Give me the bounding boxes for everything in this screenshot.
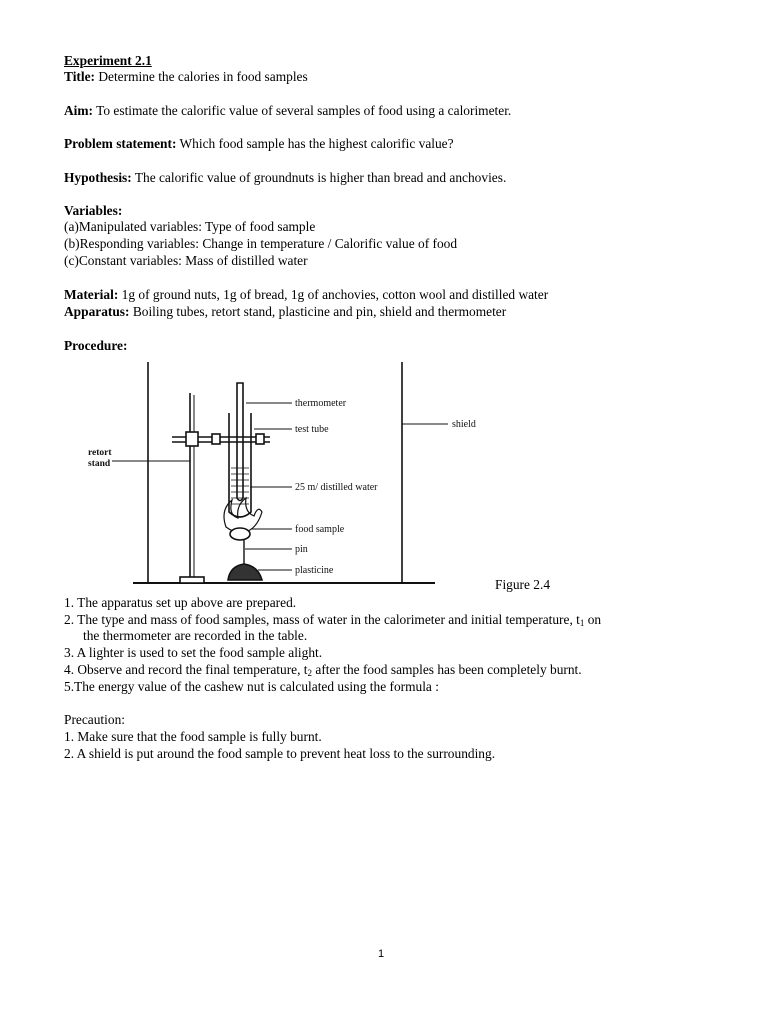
- step-1: 1. The apparatus set up above are prepared.: [64, 595, 297, 610]
- experiment-heading: Experiment 2.1: [64, 53, 152, 68]
- precaution-1: 1. Make sure that the food sample is fully burnt.: [64, 729, 322, 744]
- label-shield: shield: [452, 419, 476, 430]
- hypothesis-text: The calorific value of groundnuts is higher than bread and anchovies.: [131, 170, 507, 185]
- hypothesis-label: Hypothesis:: [64, 170, 132, 185]
- title-label: Title:: [64, 69, 95, 84]
- test-tube: [229, 413, 251, 517]
- apparatus-text: Boiling tubes, retort stand, plasticine and pin, shield and thermometer: [129, 304, 507, 319]
- label-test-tube: test tube: [295, 424, 329, 435]
- label-pin: pin: [295, 544, 308, 555]
- step-2-continued: the thermometer are recorded in the table.: [83, 628, 308, 643]
- step-3: 3. A lighter is used to set the food sample alight.: [64, 645, 323, 660]
- food-sample: [230, 528, 250, 540]
- label-retort: retort: [88, 448, 112, 458]
- step-2: [64, 612, 601, 628]
- aim-label: Aim:: [64, 103, 94, 118]
- step-2-text: 2. The type and mass of food samples, mass of water in the calorimeter and initial temperature, t: [64, 612, 580, 627]
- precaution-2: 2. A shield is put around the food sample to prevent heat loss to the surrounding.: [64, 746, 496, 761]
- title-text: Determine the calories in food samples: [95, 69, 308, 84]
- step-4-text: 4. Observe and record the final temperature, t: [64, 662, 308, 677]
- label-thermometer: thermometer: [295, 398, 347, 409]
- label-plasticine: plasticine: [295, 565, 334, 576]
- plasticine: [228, 564, 262, 580]
- precaution-label: Precaution:: [64, 712, 125, 727]
- problem-text: Which food sample has the highest calorific value?: [176, 136, 454, 151]
- variable-constant: (c)Constant variables: Mass of distilled water: [64, 253, 308, 268]
- retort-base: [180, 577, 204, 583]
- variables-label: Variables:: [64, 203, 123, 218]
- step-2-subscript: 1: [579, 618, 585, 628]
- variable-responding: (b)Responding variables: Change in temperature / Calorific value of food: [64, 236, 458, 251]
- step-4-end: after the food samples has been completely burnt.: [312, 662, 582, 677]
- step-2-end: on: [584, 612, 602, 627]
- aim-text: To estimate the calorific value of several samples of food using a calorimeter.: [93, 103, 512, 118]
- page-number: 1: [378, 948, 385, 960]
- variable-manipulated: (a)Manipulated variables: Type of food sample: [64, 219, 316, 234]
- problem-label: Problem statement:: [64, 136, 177, 151]
- material-label: Material:: [64, 287, 119, 302]
- step-5: 5.The energy value of the cashew nut is calculated using the formula :: [64, 679, 439, 694]
- step-4-subscript: 2: [307, 668, 313, 678]
- procedure-label: Procedure:: [64, 338, 128, 353]
- step-4: [64, 662, 582, 678]
- material-text: 1g of ground nuts, 1g of bread, 1g of anchovies, cotton wool and distilled water: [118, 287, 549, 302]
- label-stand: stand: [88, 459, 111, 469]
- apparatus-label: Apparatus:: [64, 304, 130, 319]
- label-distilled-water: 25 m/ distilled water: [295, 482, 378, 493]
- label-food-sample: food sample: [295, 524, 345, 535]
- figure-caption: Figure 2.4: [495, 577, 551, 592]
